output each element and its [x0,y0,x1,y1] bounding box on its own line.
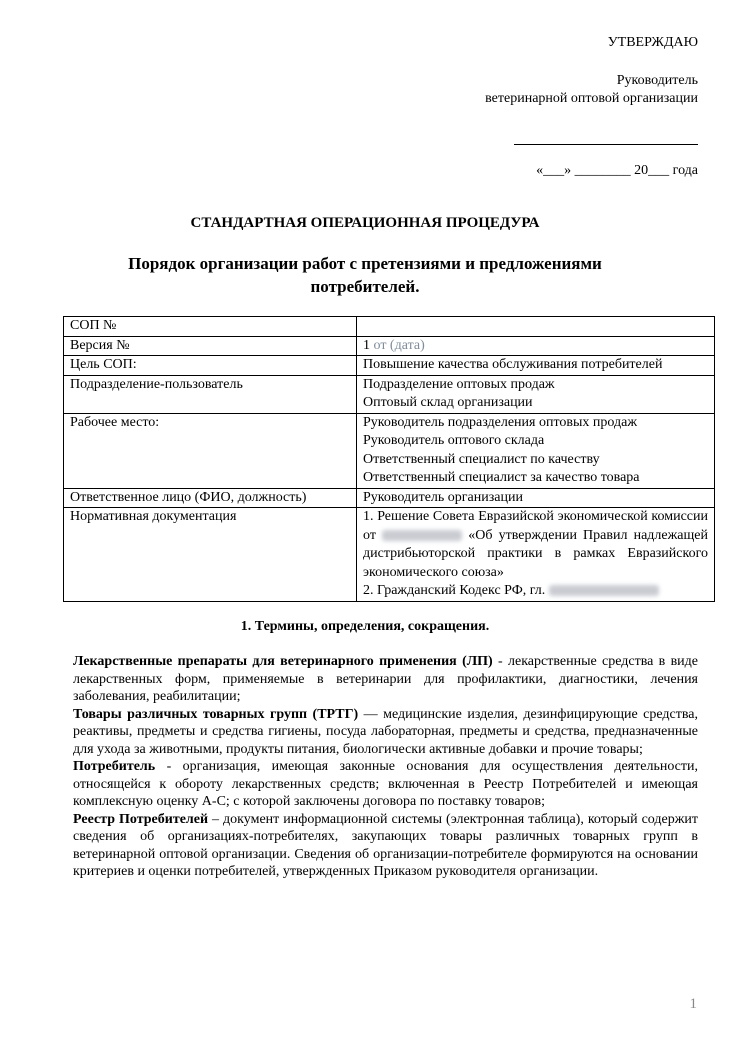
goal-value: Повышение качества обслуживания потребителей [357,356,715,376]
definitions [73,653,698,881]
page-number: 1 [689,996,697,1012]
approval-role: Руководитель [616,73,698,88]
docs-item-2: 2. Гражданский Кодекс РФ, гл. [363,583,546,598]
division-label: Подразделение-пользователь [64,375,357,413]
table-row [64,317,715,337]
definition-term: Лекарственные препараты для ветеринарного применения (ЛП) [73,654,493,669]
docs-item-1-title: «Об утверждении Правил надлежащей дистрибьюторской практики в рамках Евразийского экономического союза» [363,527,709,580]
responsible-label: Ответственное лицо (ФИО, должность) [64,488,357,508]
workplace-item: Руководитель оптового склада [363,433,545,448]
division-item: Оптовый склад организации [363,395,533,410]
sop-info-table [63,316,715,602]
docs-label: Нормативная документация [64,508,357,602]
sop-number-value [357,317,715,337]
workplace-item: Ответственный специалист по качеству [363,451,600,467]
definition-item [73,811,698,881]
definition-term: Товары различных товарных групп (ТРТГ) [73,706,359,722]
definition-text: - организация, имеющая законные основания для осуществления деятельности, относящейся к обороту лекарственных средств; включенная в Реестр Потребителей и имеющая комплексную оценку А-С; с которой заключены договора по поставку товаров; [73,759,698,809]
responsible-value: Руководитель организации [357,488,715,508]
table-row [64,336,715,356]
docs-value [357,508,715,602]
workplace-label: Рабочее место: [64,413,357,488]
signature-line [514,126,698,151]
workplace-value [357,413,715,488]
table-row [64,413,715,488]
redacted-text [549,585,659,596]
definition-item [73,758,698,811]
version-number: 1 [363,337,370,353]
workplace-item: Руководитель подразделения оптовых продаж [363,414,638,430]
document-subtitle: Порядок организации работ с претензиями и предложениями потребителей. [128,254,602,296]
table-row [64,375,715,413]
definition-term: Реестр Потребителей [73,811,209,827]
document-title: СТАНДАРТНАЯ ОПЕРАЦИОННАЯ ПРОЦЕДУРА [190,215,540,231]
definition-text: - лекарственные средства в виде лекарственных форм, применяемые в ветеринарии для профилактики, диагностики, лечения заболевания, реабилитации; [73,654,699,704]
division-item: Подразделение оптовых продаж [363,376,555,392]
definition-item [73,706,698,759]
section-title: 1. Термины, определения, сокращения. [240,619,490,634]
approval-org: ветеринарной оптовой организации [485,91,698,106]
table-row [64,356,715,376]
definition-text: – документ информационной системы (электронная таблица), который содержит сведения об организациях-потребителях, закупающих товары различных товарных групп в ветеринарной оптовой организации. Сведения об организации-потребителе формируются на основании критериев и оценки потребителей, утвержденных Приказом руководителя организации. [73,811,699,879]
docs-item-1: 1. Решение Совета Евразийской экономической комиссии от [363,509,708,543]
workplace-item: Ответственный специалист за качество товара [363,470,640,485]
table-row [64,488,715,508]
approval-heading: УТВЕРЖДАЮ [607,35,698,50]
definition-text: — медицинские изделия, дезинфицирующие средства, реактивы, предметы и средства гигиены, посуда лабораторная, предметы и средства, предназначенные для ухода за животными, продукты питания, биологически активные добавки и прочие товары; [73,706,698,757]
table-row [64,508,715,602]
version-value [357,336,715,356]
approval-date-line: «___» ________ 20___ года [536,163,698,178]
sop-number-label: СОП № [64,317,357,337]
version-label: Версия № [64,336,357,356]
definition-item [73,653,698,706]
version-date-placeholder: от (дата) [373,337,425,353]
definition-term: Потребитель [73,759,156,774]
division-value [357,375,715,413]
redacted-date [382,530,462,541]
goal-label: Цель СОП: [64,356,357,376]
